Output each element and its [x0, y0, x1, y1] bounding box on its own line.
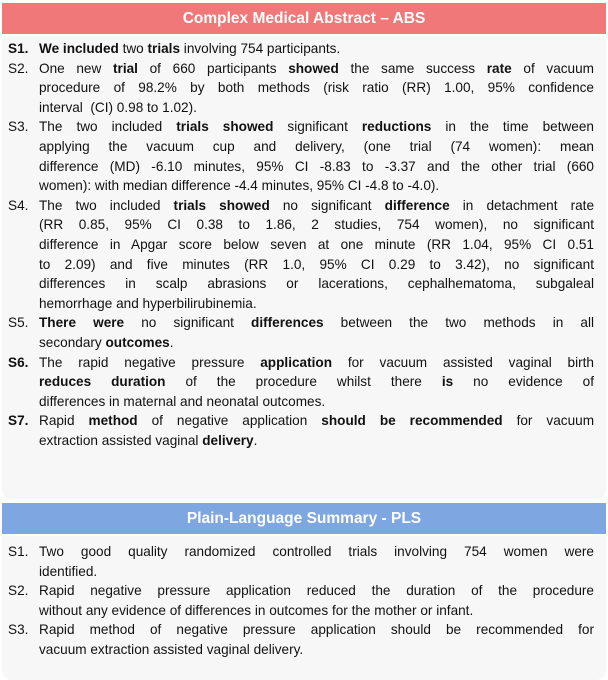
text: involving 754 participants.: [180, 41, 341, 56]
sentence: [2, 39, 606, 59]
text: to 2.09) and five minutes (RR 1.0, 95% CI 0.29 to 3.42), no significant: [39, 256, 594, 272]
sentence-label: S6.: [8, 354, 29, 370]
bold-text: method: [88, 413, 138, 429]
sentence-label: S1.: [8, 544, 29, 559]
text: women): with median difference -4.4 minutes, 95% CI -4.8 to -4.0).: [39, 178, 440, 194]
bold-text: is: [441, 374, 454, 390]
text: significant: [273, 119, 362, 135]
sentence-line: [39, 215, 594, 235]
text: difference in Apgar score below seven at one minute (RR 1.04, 95% CI 0.51: [39, 236, 594, 252]
pls-body: [2, 536, 606, 680]
abstract-title: Complex Medical Abstract – ABS: [182, 9, 426, 27]
sentence-line: [39, 235, 594, 255]
text: for vacuum: [502, 413, 594, 429]
sentence-line: [39, 294, 594, 314]
text: One new: [39, 60, 113, 76]
sentence-line: [39, 274, 594, 294]
sentence-label: S2.: [8, 60, 29, 76]
sentence: [2, 411, 606, 450]
sentence-label: S1.: [8, 41, 29, 56]
sentence-line: [39, 620, 594, 640]
sentence-line: [39, 353, 594, 373]
sentence: [2, 353, 606, 412]
text: difference (MD) -6.10 minutes, 95% CI -8.83 to -3.37 and the other trial (660: [39, 158, 594, 174]
sentence-line: [39, 157, 594, 177]
sentence-line: [39, 333, 594, 353]
text: procedure of 98.2% by both methods (risk ratio (RR) 1.00, 95% confidence: [39, 80, 594, 96]
text: identified.: [39, 563, 98, 579]
text: differences in scalp abrasions or lacerations, cephalhematoma, subgaleal: [39, 276, 594, 292]
text: of 660 participants: [137, 60, 289, 76]
bold-text: reductions: [361, 119, 432, 135]
sentence: [2, 620, 606, 659]
bold-text: trials showed: [176, 119, 274, 135]
text: two: [118, 41, 148, 56]
text: Two good quality randomized controlled trials involving 754 women were: [39, 544, 594, 559]
sentence-line: [39, 176, 594, 196]
text: in the time between: [431, 119, 594, 135]
abstract-body: [2, 36, 606, 499]
text: differences in maternal and neonatal outcomes.: [39, 393, 326, 409]
bold-text: showed: [288, 60, 339, 76]
sentence-line: [39, 98, 594, 118]
text: no evidence of: [453, 374, 594, 390]
sentence-line: [39, 39, 594, 59]
text: the same success: [338, 60, 487, 76]
text: applying the vacuum cup and delivery, (one trial (74 women): mean: [39, 138, 594, 154]
sentence-line: [39, 431, 594, 451]
text: Rapid negative pressure application reduced the duration of the procedure: [39, 583, 594, 599]
sentence-label: S5.: [8, 315, 29, 331]
bold-text: should be recommended: [321, 413, 503, 429]
bold-text: We included: [39, 41, 119, 56]
text: for vacuum assisted vaginal birth: [332, 354, 594, 370]
sentence-line: [39, 542, 594, 562]
text: vacuum extraction assisted vaginal delivery.: [39, 641, 304, 657]
sentence-line: [39, 255, 594, 275]
text: no significant: [269, 197, 385, 213]
sentence: [2, 59, 606, 118]
text: in detachment rate: [449, 197, 594, 213]
bold-text: delivery: [202, 432, 254, 448]
bold-text: outcomes: [105, 334, 170, 350]
sentence-line: [39, 59, 594, 79]
sentence: [2, 117, 606, 195]
text: Rapid method of negative pressure application should be recommended for: [39, 622, 594, 638]
sentence: [2, 542, 606, 581]
text: The two included: [39, 119, 177, 135]
bold-text: There were: [39, 315, 125, 331]
sentence-line: [39, 137, 594, 157]
sentence: [2, 313, 606, 352]
pls-title: Plain-Language Summary - PLS: [186, 509, 422, 527]
text: Rapid: [39, 413, 89, 429]
text: of vacuum: [511, 60, 594, 76]
sentence-label: S2.: [8, 583, 29, 599]
sentence-line: [39, 117, 594, 137]
sentence-line: [39, 392, 594, 412]
text: .: [169, 334, 174, 350]
text: extraction assisted vaginal: [39, 432, 203, 448]
text: interval (CI) 0.98 to 1.02).: [39, 99, 197, 115]
sentence-line: [39, 313, 594, 333]
sentence: [2, 581, 606, 620]
bold-text: reduces duration: [39, 374, 166, 390]
sentence-line: [39, 601, 594, 621]
bold-text: trials: [147, 41, 181, 56]
bold-text: application: [260, 354, 333, 370]
text: The rapid negative pressure: [39, 354, 261, 370]
sentence-line: [39, 640, 594, 660]
abstract-header: [2, 3, 606, 34]
bold-text: difference: [384, 197, 450, 213]
bold-text: rate: [486, 60, 512, 76]
sentence-line: [39, 411, 594, 431]
text: of the procedure whilst there: [165, 374, 442, 390]
text: secondary: [39, 334, 106, 350]
bold-text: differences: [251, 315, 324, 331]
sentence: [2, 196, 606, 314]
sentence-line: [39, 196, 594, 216]
sentence-line: [39, 562, 594, 582]
text: without any evidence of differences in outcomes for the mother or infant.: [39, 602, 474, 618]
text: .: [253, 432, 258, 448]
text: hemorrhage and hyperbilirubinemia.: [39, 295, 257, 311]
pls-header: [2, 503, 606, 534]
sentence-line: [39, 581, 594, 601]
sentence-label: S7.: [8, 413, 29, 429]
sentence-label: S3.: [8, 119, 29, 135]
text: The two included: [39, 197, 174, 213]
sentence-line: [39, 372, 594, 392]
bold-text: trial: [113, 60, 138, 76]
text: no significant: [124, 315, 252, 331]
sentence-line: [39, 78, 594, 98]
text: of negative application: [137, 413, 322, 429]
bold-text: trials showed: [173, 197, 270, 213]
text: (RR 0.85, 95% CI 0.38 to 1.86, 2 studies, 754 women), no significant: [39, 217, 594, 233]
sentence-label: S4.: [8, 197, 29, 213]
sentence-label: S3.: [8, 622, 29, 638]
text: between the two methods in all: [323, 315, 594, 331]
